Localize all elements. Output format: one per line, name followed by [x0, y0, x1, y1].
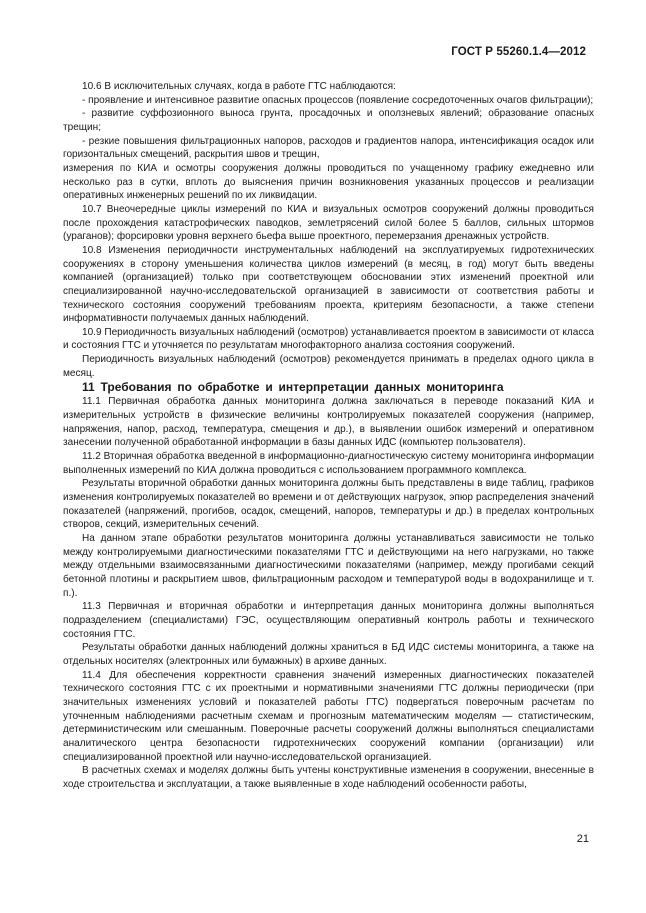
- paragraph: Периодичность визуальных наблюдений (осмотров) рекомендуется принимать в пределах одного цикла в месяц.: [63, 354, 594, 379]
- paragraph: 11.2 Вторичная обработка введенной в информационно-диагностическую систему мониторинга информации выполненных измерений по КИА должна проводиться с использованием программного комплекса.: [63, 451, 594, 476]
- paragraph: На данном этапе обработки результатов мониторинга должны устанавливаться зависимости не только между контролируемыми диагностическими показателями ГТС и действующими на него нагрузками, но также между отдельными взаимосвязанными диагностическими показателями (например, между прогибами секций бетонной плотины и раскрытием швов, фильтрационным расходом и температурой воды в водохранилище и т. п.).: [63, 533, 594, 599]
- paragraph: измерения по КИА и осмотры сооружения должны проводиться по учащенному графику ежедневно или несколько раз в сутки, вплоть до выяснения причин возникновения указанных процессов и реализации оперативных инженерных решений по их ликвидации.: [63, 162, 594, 202]
- paragraph: Результаты вторичной обработки данных мониторинга должны быть представлены в виде таблиц, графиков изменения контролируемых показателей во времени и от действующих нагрузок, эпюр распределения значений показателей (напряжений, прогибов, осадок, смещений, напоров, температуры и др.) в пределах контрольных створов, секций, измерительных сечений.: [63, 478, 594, 531]
- section-10-paragraphs: [63, 80, 594, 380]
- section-title: 11 Требования по обработке и интерпретации данных мониторинга: [82, 380, 504, 395]
- paragraph: 10.6 В исключительных случаях, когда в работе ГТС наблюдаются:: [82, 81, 396, 92]
- paragraph: - развитие суффозионного выноса грунта, просадочных и оползневых явлений; образование опасных трещин;: [63, 108, 594, 133]
- paragraph: - резкие повышения фильтрационных напоров, расходов и градиентов напора, интенсификация осадок или горизонтальных смещений, раскрытия швов и трещин,: [63, 135, 594, 161]
- paragraph: 10.9 Периодичность визуальных наблюдений (осмотров) устанавливается проектом в зависимости от класса и состояния ГТС и уточняется по результатам многофакторного анализа состояния сооружений.: [63, 326, 594, 352]
- paragraph: Результаты обработки данных наблюдений должны храниться в БД ИДС системы мониторинга, а также на отдельных носителях (электронных или бумажных) в архиве данных.: [63, 642, 594, 667]
- paragraph: 10.7 Внеочередные циклы измерений по КИА и визуальных осмотров сооружений должны проводиться после прохождения катастрофических паводков, землетрясений силой более 5 баллов, сильных штормов (ураганов); форсировки уровня верхнего бьефа выше проектного, перемерзания дренажных устройств.: [63, 203, 594, 243]
- paragraph: 11.3 Первичная и вторичная обработки и интерпретация данных мониторинга должны выполняться подразделением (специалистами) ГЭС, осуществляющим оперативный контроль работы и технического состояния ГТС.: [63, 601, 594, 640]
- paragraph: 11.4 Для обеспечения корректности сравнения значений измеренных диагностических показателей технического состояния ГТС с их проектными и нормативными значениями ГТС должны периодически (при значительных изменениях условий и показателей работы ГТС) подвергаться поверочным расчетам по уточненным наблюдениями расчетным схемам и прогнозным математическим моделям — статистическим, детерминистическим или смешанным. Поверочные расчеты сооружений должны выполняться специалистами аналитического центра безопасности гидротехнических сооружений компании (организации) или специализированной проектной или научно-исследовательской организацией.: [63, 669, 594, 763]
- page-number: 21: [576, 833, 589, 845]
- paragraph: 11.1 Первичная обработка данных мониторинга должна заключаться в переводе показаний КИА и измерительных устройств в физические величины контролируемых показателей сооружения (например, напряжения, напор, расход, температура, смещения и др.), в выявлении ошибок измерений и оперативном занесении полученной обработанной информации в базы данных ИДС (компьютер пользователя).: [63, 396, 594, 449]
- paragraph: 10.8 Изменения периодичности инструментальных наблюдений на эксплуатируемых гидротехнических сооружениях в сторону уменьшения количества циклов измерений (в месяц, в год) могут быть введены компанией (организацией) только при соответствующем обосновании этих изменений проектной или специализированной научно-исследовательской организацией в зависимости от соответствия работы и технического состояния сооружений требованиям проекта, критериям безопасности, а также степени информативности получаемых данных наблюдений.: [63, 244, 594, 325]
- paragraph: - проявление и интенсивное развитие опасных процессов (появление сосредоточенных очагов фильтрации);: [82, 94, 594, 106]
- section-11-paragraphs: [63, 395, 594, 791]
- paragraph: В расчетных схемах и моделях должны быть учтены конструктивные изменения в сооружении, внесенные в ходе строительства и эксплуатации, а также выявленные в ходе наблюдений особенности работы,: [63, 765, 594, 790]
- page-content: [63, 80, 594, 791]
- document-header: ГОСТ Р 55260.1.4—2012: [451, 46, 586, 58]
